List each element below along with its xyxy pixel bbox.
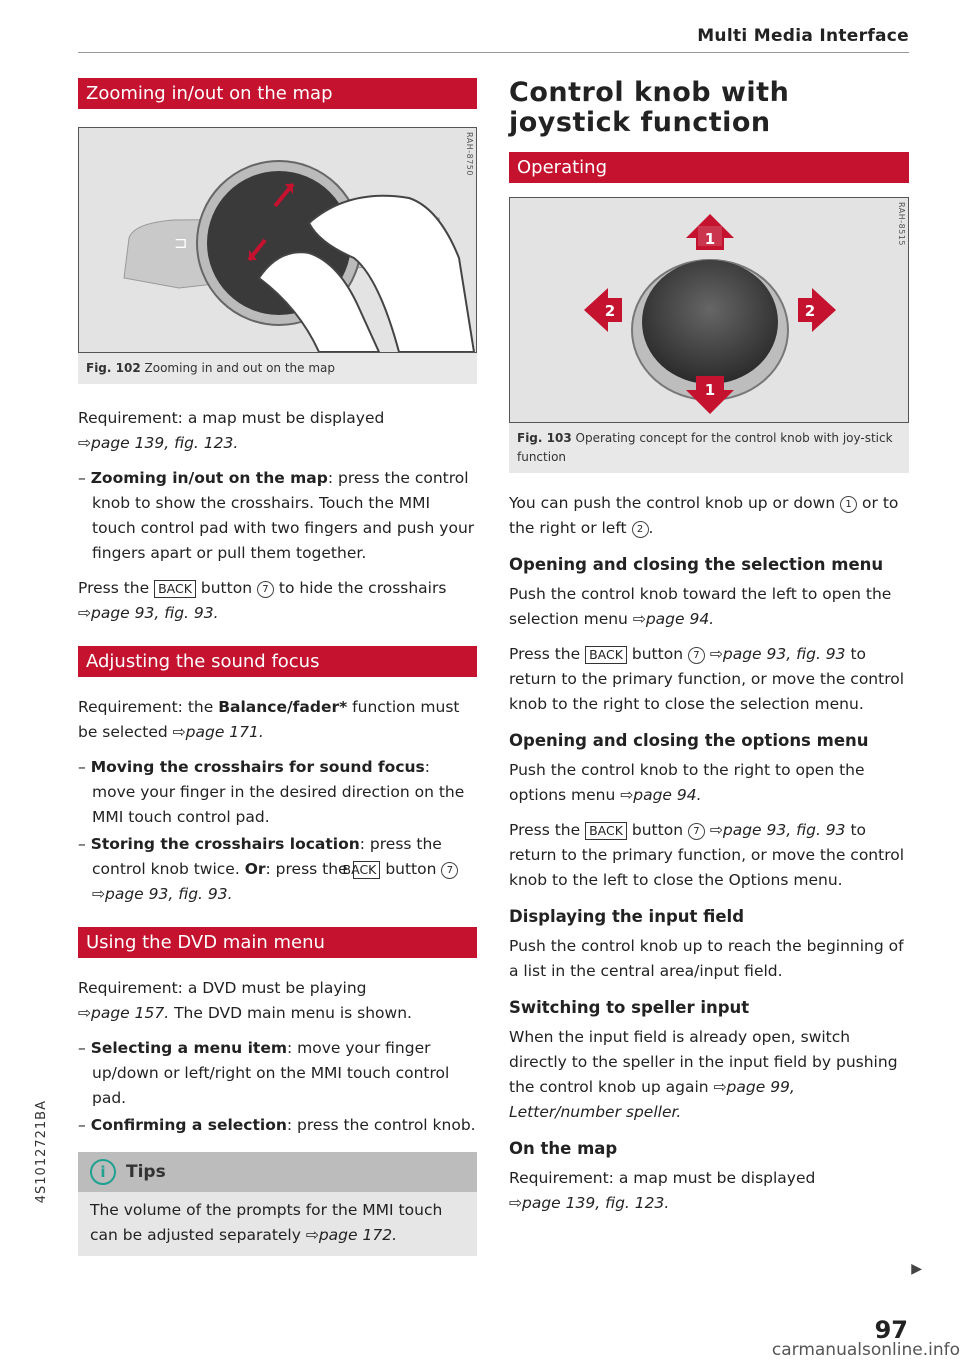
svg-text:⊐: ⊐ <box>174 233 188 252</box>
paragraph-text: to return to the primary function, or move the control knob to the right to close the selection menu. <box>509 645 905 713</box>
item-term: Moving the crosshairs for sound focus <box>90 758 425 776</box>
arrow-right-icon <box>798 288 836 332</box>
page-link[interactable]: ⇨page 172. <box>305 1226 397 1244</box>
instruction-text: button <box>200 579 253 597</box>
input-field-paragraph: Push the control knob up to reach the beginning of a list in the central area/input field. <box>509 937 904 980</box>
joystick-illustration <box>510 198 908 422</box>
page-link[interactable]: ⇨page 93, fig. 93 <box>709 821 846 839</box>
document-code: 4S1012721BA <box>34 1100 49 1204</box>
title-line: joystick function <box>509 107 771 138</box>
figure-joystick <box>509 197 909 423</box>
paragraph-text: Press the <box>509 645 581 663</box>
title-line: Control knob with <box>509 77 790 108</box>
paragraph-text: button <box>631 645 684 663</box>
paragraph-text: Press the <box>509 821 581 839</box>
arrow-left-icon <box>584 288 622 332</box>
callout-number: 7 <box>688 823 705 840</box>
figure-caption-text: Operating concept for the control knob with joy-stick function <box>517 431 893 464</box>
zoom-heading: Zooming in/out on the map <box>78 78 477 109</box>
item-term: Confirming a selection <box>90 1116 287 1134</box>
back-key: BACK <box>353 861 381 879</box>
page-link[interactable]: ⇨page 157. <box>78 1004 170 1022</box>
sound-requirement <box>78 695 477 745</box>
zoom-requirement <box>78 406 477 456</box>
item-term: Selecting a menu item <box>90 1039 287 1057</box>
tips-content: The volume of the prompts for the MMI touch can be adjusted separately <box>90 1201 443 1244</box>
watermark: carmanualsonline.info <box>771 1340 960 1360</box>
tips-box <box>78 1152 477 1256</box>
page-link[interactable]: ⇨page 139, fig. 123. <box>509 1194 670 1212</box>
instruction-text: Press the <box>78 579 150 597</box>
figure-label: Fig. 102 <box>86 361 141 375</box>
continue-arrow-icon: ▶ <box>911 1261 922 1277</box>
figure-code: RAH-8750 <box>465 132 474 176</box>
page-link[interactable]: ⇨page 93, fig. 93 <box>709 645 846 663</box>
back-key: BACK <box>585 646 627 664</box>
item-text: button <box>385 860 437 878</box>
dvd-requirement <box>78 976 477 1026</box>
options-open-paragraph <box>509 758 909 808</box>
running-header <box>78 24 909 53</box>
page-link[interactable]: ⇨page 139, fig. 123. <box>78 434 239 452</box>
page-link[interactable]: ⇨page 171. <box>172 723 264 741</box>
speller-paragraph <box>509 1025 909 1125</box>
tips-header <box>78 1152 477 1192</box>
page-number: 97 <box>874 1316 908 1344</box>
map-heading: On the map <box>509 1139 618 1158</box>
options-close-paragraph <box>509 818 909 893</box>
back-instruction <box>78 576 477 626</box>
figure-caption <box>78 353 477 384</box>
item-text: : press the control knob twice. <box>92 835 442 878</box>
callout-number: 7 <box>688 647 705 664</box>
right-column <box>509 78 909 1226</box>
list-item: – Zooming in/out on the map: press the control knob to show the crosshairs. Touch the MMI touch control pad with two fingers and push your fingers apart or pull them together. <box>78 469 475 562</box>
figure-caption <box>509 423 909 473</box>
arrow-left-label: 2 <box>604 302 616 320</box>
back-key: BACK <box>585 822 627 840</box>
item-text: : press the control knob. <box>286 1116 476 1134</box>
options-menu-heading: Opening and closing the options menu <box>509 731 869 750</box>
requirement-text: Requirement: a map must be displayed <box>78 409 385 427</box>
intro-text: You can push the control knob up or down <box>509 494 836 512</box>
intro-paragraph <box>509 491 909 541</box>
callout-number: 7 <box>257 581 274 598</box>
input-field-heading: Displaying the input field <box>509 907 745 926</box>
page-link[interactable]: ⇨page 94. <box>632 610 715 628</box>
list-item: – Moving the crosshairs for sound focus: move your finger in the desired direction on the MMI touch control pad. <box>78 758 465 826</box>
paragraph-text: Push the control knob toward the left to open the selection menu <box>509 585 892 628</box>
selection-open-paragraph <box>509 582 909 632</box>
function-name: Balance/fader* <box>218 698 348 716</box>
page-link[interactable]: ⇨page 99, Letter/number speller. <box>509 1078 795 1121</box>
section-title: Multi Media Interface <box>697 26 909 46</box>
selection-close-paragraph <box>509 642 909 717</box>
item-text: : press the <box>265 860 348 878</box>
zoom-illustration <box>79 128 476 352</box>
arrow-right-label: 2 <box>804 302 816 320</box>
list-item: – Confirming a selection: press the control knob. <box>78 1116 476 1134</box>
page-title <box>509 78 909 138</box>
instruction-text: to hide the crosshairs <box>278 579 447 597</box>
paragraph-text: Push the control knob to the right to open the options menu <box>509 761 865 804</box>
intro-text: . <box>648 519 654 537</box>
list-item: – Selecting a menu item: move your finger up/down or left/right on the MMI touch control pad. <box>78 1039 450 1107</box>
paragraph-text: to return to the primary function, or move the control knob to the left to close the Options menu. <box>509 821 905 889</box>
requirement-text: function must be selected <box>78 698 460 741</box>
selection-menu-heading: Opening and closing the selection menu <box>509 555 884 574</box>
speller-heading: Switching to speller input <box>509 998 750 1017</box>
tips-title: Tips <box>126 1162 166 1182</box>
requirement-text: Requirement: a map must be displayed <box>509 1169 816 1187</box>
list-item: – Storing the crosshairs location: press the control knob twice. Or: press the BACK button 7 ⇨page 93, fig. 93. <box>78 832 477 907</box>
paragraph-text: When the input field is already open, switch directly to the speller in the input field by pushing the control knob up again <box>509 1028 898 1096</box>
requirement-text: The DVD main menu is shown. <box>174 1004 412 1022</box>
info-icon: i <box>90 1159 116 1185</box>
left-column <box>78 78 477 1256</box>
page-link[interactable]: ⇨page 94. <box>620 786 702 804</box>
arrow-up-icon <box>686 214 734 250</box>
figure-code: RAH-8515 <box>897 202 906 246</box>
requirement-text: Requirement: a DVD must be playing <box>78 979 367 997</box>
or-label: Or <box>244 860 266 878</box>
requirement-text: Requirement: the <box>78 698 214 716</box>
page-link[interactable]: ⇨page 93, fig. 93. <box>92 885 233 903</box>
back-key: BACK <box>154 580 196 598</box>
intro-text: or to the right or left <box>509 494 899 537</box>
item-text: : move your finger up/down or left/right on the MMI touch control pad. <box>92 1039 450 1107</box>
item-text: : press the control knob to show the crosshairs. Touch the MMI touch control pad with two fingers and push your fingers apart or pull them together. <box>92 469 475 562</box>
dvd-heading: Using the DVD main menu <box>78 927 477 958</box>
arrow-down-label: 1 <box>704 381 716 399</box>
figure-zoom <box>78 127 477 353</box>
operating-heading: Operating <box>509 152 909 183</box>
item-text: : move your finger in the desired direction on the MMI touch control pad. <box>92 758 465 826</box>
map-requirement <box>509 1166 909 1216</box>
tips-body <box>78 1192 477 1256</box>
callout-number: 2 <box>632 521 649 538</box>
arrow-up-label: 1 <box>704 230 716 248</box>
sound-heading: Adjusting the sound focus <box>78 646 477 677</box>
item-term: Storing the crosshairs location <box>90 835 360 853</box>
figure-label: Fig. 103 <box>517 431 572 445</box>
figure-caption-text: Zooming in and out on the map <box>144 361 336 375</box>
item-term: Zooming in/out on the map <box>90 469 328 487</box>
tips-text <box>90 1198 465 1248</box>
paragraph-text: button <box>631 821 684 839</box>
callout-number: 7 <box>441 862 458 879</box>
page-link[interactable]: ⇨page 93, fig. 93. <box>78 604 219 622</box>
callout-number: 1 <box>840 496 857 513</box>
